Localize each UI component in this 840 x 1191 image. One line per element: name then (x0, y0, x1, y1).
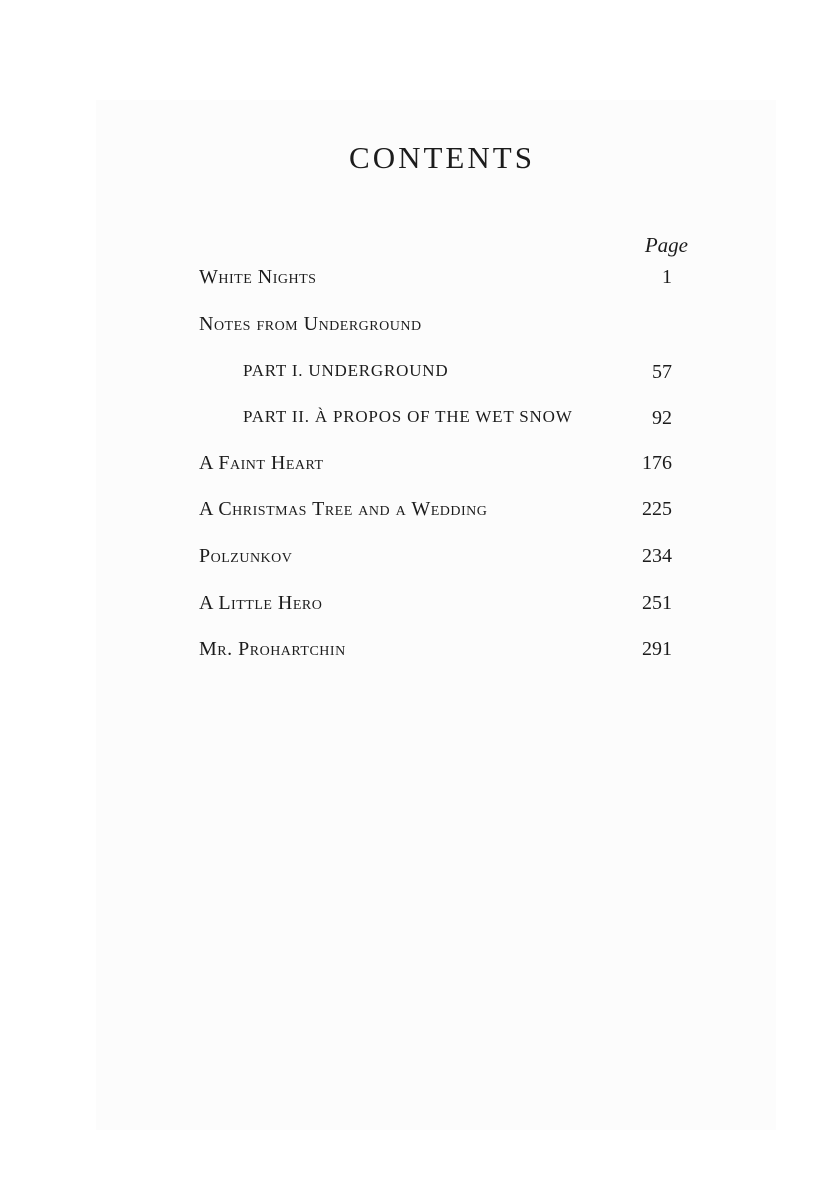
toc-entry-notes-from-underground[interactable] (0, 313, 840, 343)
toc-entry-title: A Little Hero (199, 592, 323, 614)
toc-entry-page: 251 (642, 592, 672, 614)
toc-entry-polzunkov[interactable] (0, 545, 840, 575)
toc-entry-page: 92 (652, 407, 672, 429)
toc-entry-title: Polzunkov (199, 545, 293, 567)
page-column-label: Page (644, 233, 688, 257)
toc-subentry-part-one[interactable] (0, 361, 840, 391)
toc-entry-title: PART I. UNDERGROUND (243, 361, 449, 380)
toc-subentry-part-two[interactable] (0, 407, 840, 437)
toc-entry-page: 1 (662, 266, 672, 288)
toc-entry-title: White Nights (199, 266, 317, 288)
toc-entry-a-little-hero[interactable] (0, 592, 840, 622)
toc-entry-mr-prohartchin[interactable] (0, 638, 840, 668)
page-title: CONTENTS (349, 140, 535, 175)
toc-entry-christmas-tree[interactable] (0, 498, 840, 528)
toc-entry-page: 291 (642, 638, 672, 660)
toc-entry-title: A Faint Heart (199, 452, 324, 474)
toc-entry-page: 225 (642, 498, 672, 520)
toc-entry-page: 57 (652, 361, 672, 383)
toc-entry-title: PART II. À PROPOS OF THE WET SNOW (243, 407, 573, 426)
toc-entry-title: Mr. Prohartchin (199, 638, 346, 660)
toc-entry-white-nights[interactable] (0, 266, 840, 296)
toc-entry-title: Notes from Underground (199, 313, 422, 335)
toc-entry-page: 234 (642, 545, 672, 567)
toc-entry-a-faint-heart[interactable] (0, 452, 840, 482)
toc-entry-page: 176 (642, 452, 672, 474)
toc-entry-title: A Christmas Tree and a Wedding (199, 498, 488, 520)
